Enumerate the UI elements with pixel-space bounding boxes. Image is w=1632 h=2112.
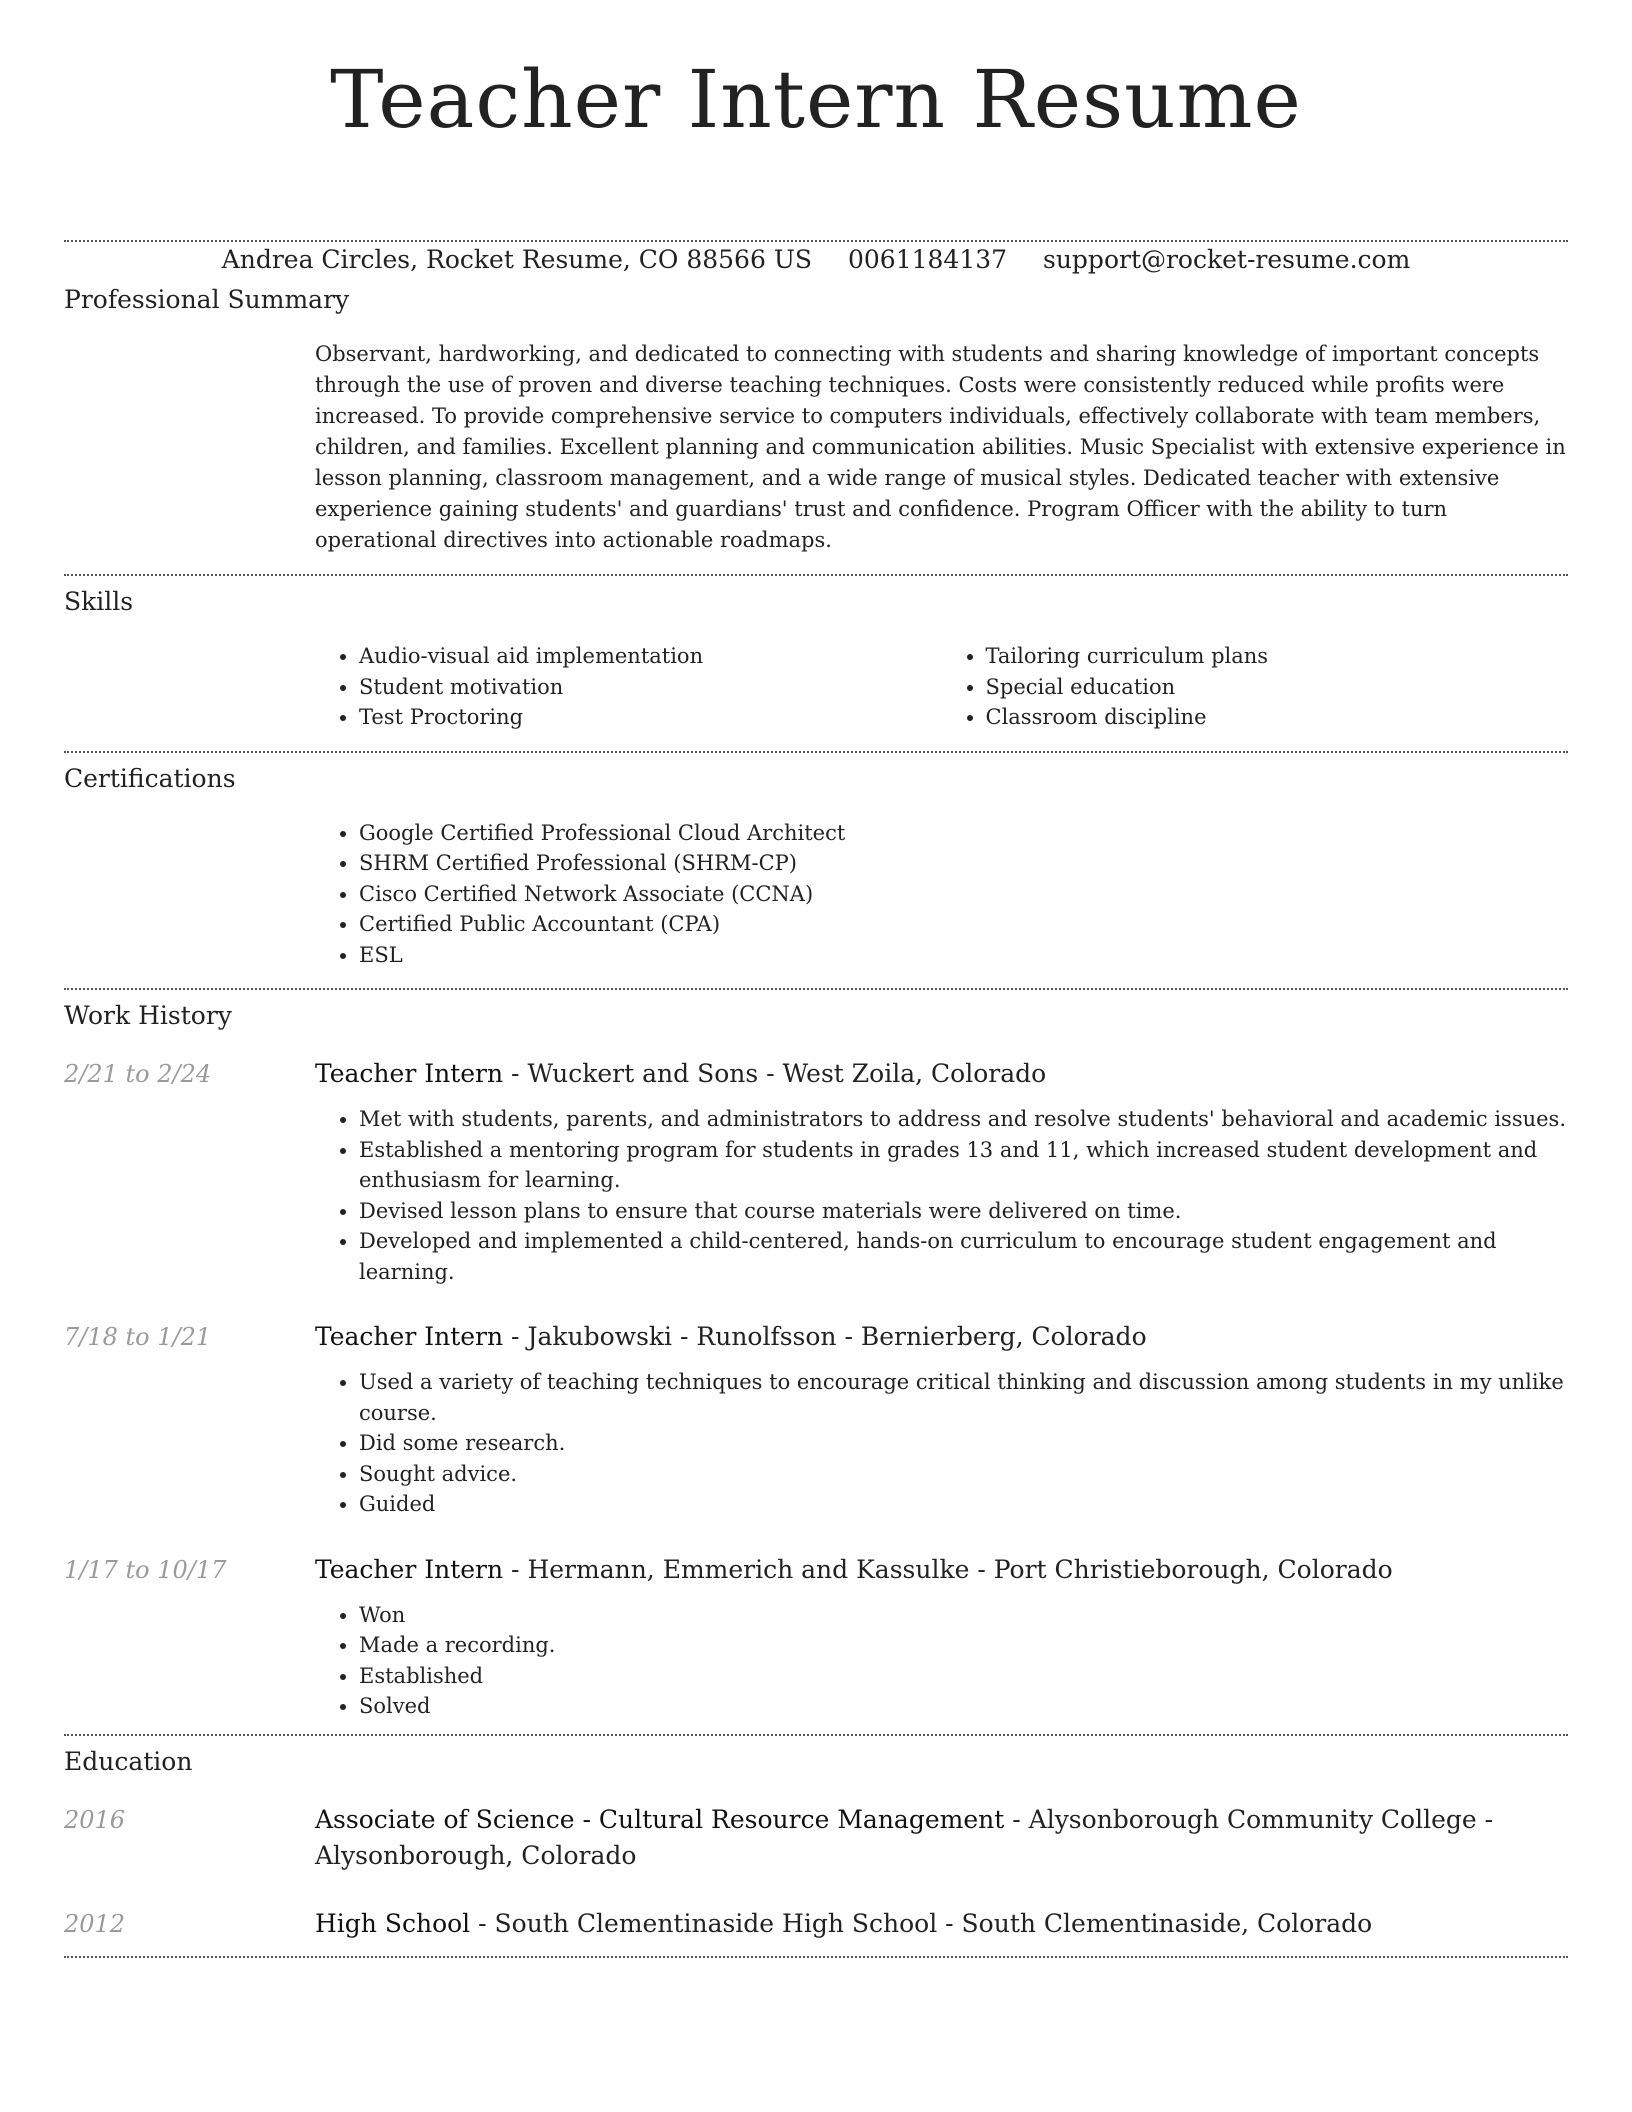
skill-item: • Special education xyxy=(986,672,1569,703)
certifications-list xyxy=(315,818,1568,971)
skill-item: • Classroom discipline xyxy=(986,702,1569,733)
job-bullet: • Guided xyxy=(359,1489,1568,1520)
job-entry xyxy=(64,1319,1568,1520)
education-heading-line xyxy=(315,1802,1568,1874)
job-employer: - Jakubowski - Runolfsson - Bernierberg, Colorado xyxy=(503,1322,1147,1351)
job-employer: - Hermann, Emmerich and Kassulke - Port Christieborough, Colorado xyxy=(503,1554,1393,1584)
education-heading-line xyxy=(315,1906,1372,1942)
job-bullet: • Won xyxy=(359,1600,1568,1631)
education-section xyxy=(64,1736,1568,1956)
summary-section xyxy=(64,242,1568,574)
education-school: - South Clementinaside High School - South Clementinaside, Colorado xyxy=(470,1908,1373,1938)
job-date: 2/21 to 2/24 xyxy=(64,1060,212,1088)
contact-phone: 0061184137 xyxy=(847,245,1008,274)
education-date: 2016 xyxy=(64,1805,126,1834)
job-bullets xyxy=(315,1600,1568,1722)
skill-item: • Student motivation xyxy=(359,672,942,703)
summary-text: Observant, hardworking, and dedicated to connecting with students and sharing knowledge of important concepts through the use of proven and diverse teaching techniques. Costs were consistently reduced while profits were increased. To provide comprehensive service to computers individuals, effectively collaborate with team members, children, and families. Excellent planning and communication abilities. Music Specialist with extensive experience in lesson planning, classroom management, and a wide range of musical styles. Dedicated teacher with extensive experience gaining students' and guardians' trust and confidence. Program Officer with the ability to turn operational directives into actionable roadmaps. xyxy=(315,342,1566,552)
job-bullet: • Established a mentoring program for students in grades 13 and 11, which increased student development and enthusiasm for learning. xyxy=(359,1135,1568,1196)
skill-item: • Audio-visual aid implementation xyxy=(359,641,942,672)
certification-item: • Certified Public Accountant (CPA) xyxy=(359,909,1568,940)
skills-heading: Skills xyxy=(64,587,134,616)
job-entry xyxy=(64,1056,1568,1287)
job-heading xyxy=(315,1056,1046,1092)
job-bullet: • Sought advice. xyxy=(359,1459,1568,1490)
education-degree: Associate of Science - Cultural Resource Management xyxy=(315,1804,1005,1834)
summary-heading: Professional Summary xyxy=(64,285,350,314)
job-bullet: • Developed and implemented a child-centered, hands-on curriculum to encourage student engagement and learning. xyxy=(359,1226,1568,1287)
resume-title: Teacher Intern Resume xyxy=(330,53,1302,146)
job-date: 1/17 to 10/17 xyxy=(64,1555,227,1584)
job-bullet: • Made a recording. xyxy=(359,1630,1568,1661)
skills-list-right xyxy=(942,641,1569,733)
job-employer: - Wuckert and Sons - West Zoila, Colorado xyxy=(503,1059,1047,1088)
job-title: Teacher Intern xyxy=(315,1554,504,1584)
skill-item: • Test Proctoring xyxy=(359,702,942,733)
job-title: Teacher Intern xyxy=(315,1059,504,1088)
certification-item: • SHRM Certified Professional (SHRM-CP) xyxy=(359,848,1568,879)
education-degree: High School xyxy=(315,1908,471,1938)
job-bullet: • Established xyxy=(359,1661,1568,1692)
resume-header xyxy=(0,0,1632,274)
job-heading xyxy=(315,1319,1147,1355)
education-date: 2012 xyxy=(64,1909,126,1938)
job-bullet: • Solved xyxy=(359,1691,1568,1722)
contact-address: Andrea Circles, Rocket Resume, CO 88566 US xyxy=(221,245,813,274)
job-bullets xyxy=(315,1367,1568,1520)
resume-content xyxy=(64,240,1568,1958)
job-title: Teacher Intern xyxy=(315,1322,504,1351)
certification-item: • Cisco Certified Network Associate (CCNA) xyxy=(359,879,1568,910)
job-entry xyxy=(64,1552,1568,1722)
work-section xyxy=(64,990,1568,1734)
certifications-section xyxy=(64,753,1568,989)
education-entry xyxy=(64,1802,1568,1874)
job-bullet: • Met with students, parents, and administrators to address and resolve students' behavioral and academic issues. xyxy=(359,1104,1568,1135)
divider xyxy=(64,1956,1568,1958)
certification-item: • Google Certified Professional Cloud Architect xyxy=(359,818,1568,849)
skills-list-left xyxy=(315,641,942,733)
job-bullets xyxy=(315,1104,1568,1287)
job-date: 7/18 to 1/21 xyxy=(64,1323,212,1351)
skills-section xyxy=(64,576,1568,751)
job-bullet: • Devised lesson plans to ensure that course materials were delivered on time. xyxy=(359,1196,1568,1227)
job-bullet: • Used a variety of teaching techniques to encourage critical thinking and discussion among students in my unlike course. xyxy=(359,1367,1568,1428)
education-entry xyxy=(64,1906,1568,1942)
certifications-heading: Certifications xyxy=(64,763,236,793)
job-heading xyxy=(315,1552,1393,1588)
skill-item: • Tailoring curriculum plans xyxy=(986,641,1569,672)
job-bullet: • Did some research. xyxy=(359,1428,1568,1459)
work-heading: Work History xyxy=(64,1001,232,1030)
contact-email[interactable]: support@rocket-resume.com xyxy=(1043,245,1411,274)
certification-item: • ESL xyxy=(359,940,1568,971)
education-school: - Alysonborough Community College - Alysonborough, Colorado xyxy=(315,1804,1494,1870)
education-heading: Education xyxy=(64,1746,193,1776)
